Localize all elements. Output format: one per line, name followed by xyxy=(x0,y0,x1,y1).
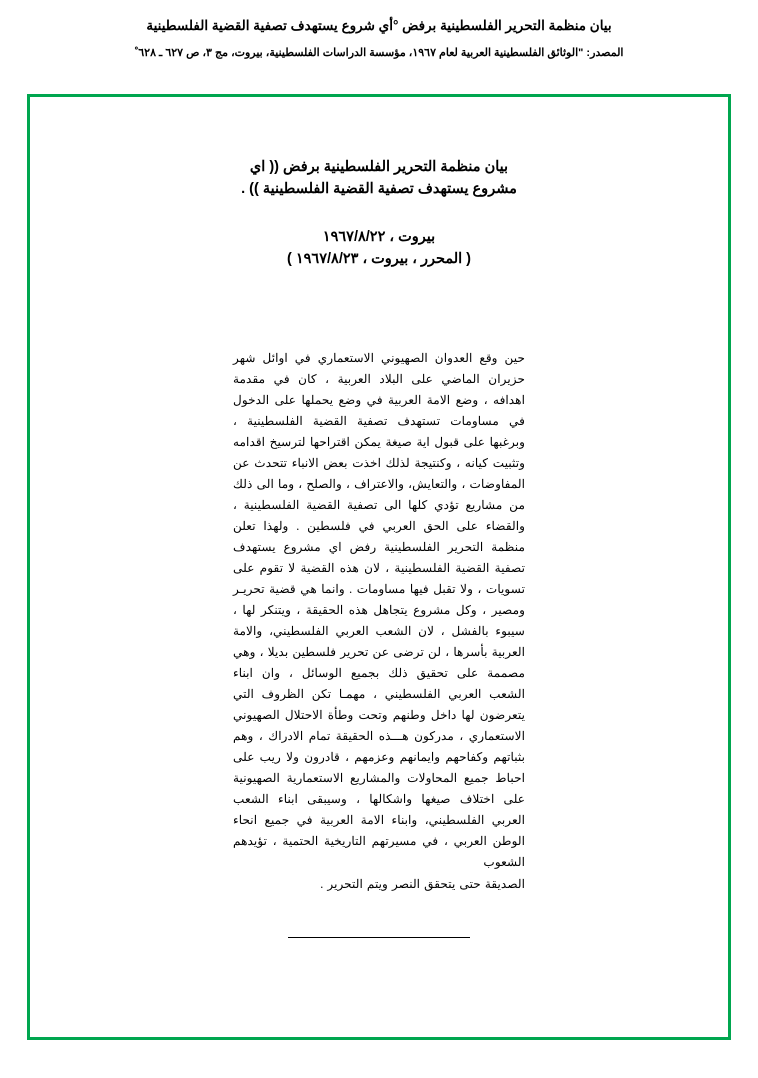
dateline-source: ( المحرر ، بيروت ، ١٩٦٧/٨/٢٣ ) xyxy=(286,250,472,267)
page-header xyxy=(0,0,758,61)
header-source: المصدر: "الوثائق الفلسطينية العربية لعام ١٩٦٧، مؤسسة الدراسات الفلسطينية، بيروت، مج ٣، ص ٦٢٧ ـ ٦٢٨ ْ xyxy=(134,46,624,59)
dateline-place-date: بيروت ، ١٩٦٧/٨/٢٢ xyxy=(322,228,436,245)
document-title: بيان منظمة التحرير الفلسطينية برفض (( اي مشروع يستهدف تصفية القضية الفلسطينية )) . xyxy=(241,159,517,198)
document-frame xyxy=(27,94,731,1040)
document-body-paragraph: حين وقع العدوان الصهيوني الاستعماري في اوائل شهر حزيران الماضي على البلاد العربية ، كان في مقدمة اهدافه ، وضع الامة العربية في وضع يحملها على الدخول في مساومات تستهدف تصفية القضية الفلسطينية ، وبرغبها على قبول اية صيغة يمكن اقتراحها لترسيخ اقدامه وتثبيت كيانه ، وكنتيجة لذلك اخذت بعض الانباء تتحدث عن المفاوضات ، والتعايش، والاعتراف ، والصلح ، وما الى ذلك من مشاريع تؤدي كلها الى تصفية القضية الفلسطينية ، والقضاء على الحق العربي في فلسطين . ولهذا تعلن منظمة التحرير الفلسطينية رفض اي مشروع يستهدف تصفية القضية الفلسطينية ، لان هذه القضية لا تقوم على تسويات ، ولا تقبل فيها مساومات . وانما هي قضية تحريـر ومصير ، وكل مشروع يتجاهل هذه الحقيقة ، ويتنكر لها ، سيبوء بالفشل ، لان الشعب العربي الفلسطيني، والامة العربية بأسرها ، لن ترضى عن تحرير فلسطين بديلا ، وهي مصممة على تحقيق ذلك بجميع الوسائل ، وان ابناء الشعب العربي الفلسطيني ، مهمـا تكن الظروف التي يتعرضون لها داخل وطنهم وتحت وطأة الاحتلال الصهيوني الاستعماري ، مدركون هـــذه الحقيقة تمام الادراك ، وهم بثباتهم وكفاحهم وايمانهم وعزمهم ، قادرون ولا ريب على احباط جميع المحاولات والمشاريع الاستعمارية الصهيونية على اختلاف صيغها واشكالها ، وسيبقى ابناء الشعب العربي الفلسطيني، وابناء الامة العربية في جميع انحاء الوطن العربي ، في مسيرتهم التاريخية الحتمية ، تؤيدهم الشعوب xyxy=(233,351,525,870)
document-body xyxy=(233,348,525,895)
document-inner xyxy=(36,103,722,1031)
horizontal-rule xyxy=(288,937,470,938)
document-dateline xyxy=(209,227,549,271)
header-title: بيان منظمة التحرير الفلسطينية برفض °أي شروع يستهدف تصفية القضية الفلسطينية xyxy=(146,18,612,33)
document-body-last-line: الصديقة حتى يتحقق النصر ويتم التحرير . xyxy=(320,877,525,892)
